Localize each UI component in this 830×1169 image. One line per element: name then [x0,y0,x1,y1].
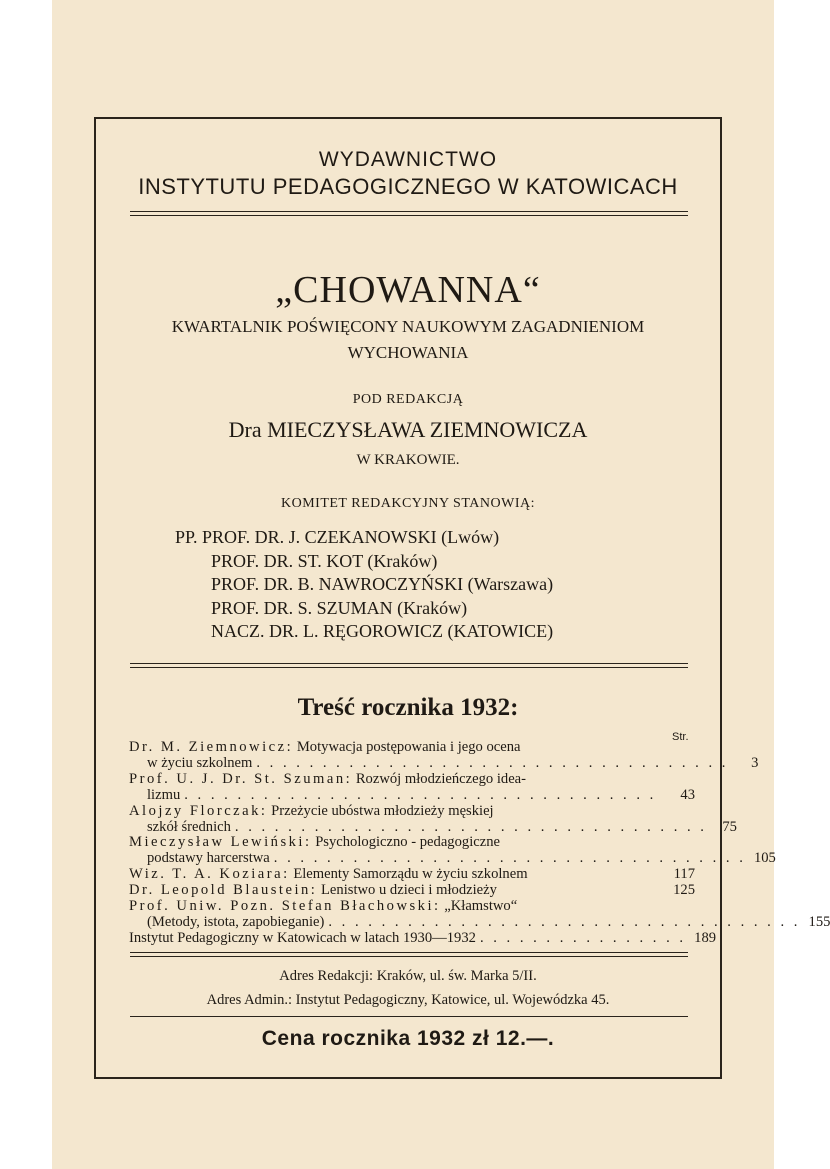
journal-subtitle-line2: WYCHOWANIA [347,343,469,362]
editor-name: Dra MIECZYSŁAWA ZIEMNOWICZA [228,417,588,442]
toc-page: 43 [680,786,695,803]
toc-line [129,899,695,915]
toc-line [129,929,717,947]
committee-member: PROF. DR. B. NAWROCZYŃSKI (Warszawa) [211,574,554,594]
toc-title-cont: w życiu szkolnem [147,754,253,771]
toc-author: Mieczysław Lewiński: [129,834,312,851]
toc-title: Rozwój młodzieńczego idea- [355,770,527,787]
toc-line [129,883,695,899]
toc-page: 155 [808,913,830,930]
journal-subtitle-line1: KWARTALNIK POŚWIĘCONY NAUKOWYM ZAGADNIENIOM [171,317,645,336]
committee-member: PP. PROF. DR. J. CZEKANOWSKI (Lwów) [175,527,500,547]
journal-title: „CHOWANNA“ [275,269,541,311]
divider-middle [130,663,688,668]
toc-line [129,804,695,820]
toc-author: Wiz. T. A. Koziara: [129,866,290,883]
toc-author: Alojzy Florczak: [129,802,268,819]
toc-leader: . . . . . . . . . . . . . . . . . . . . . . . . . . . . . . . . . . . . [256,754,729,771]
committee-label: KOMITET REDAKCYJNY STANOWIĄ: [281,496,535,511]
committee-member: NACZ. DR. L. RĘGOROWICZ (KATOWICE) [211,621,554,641]
toc-title: Elementy Samorządu w życiu szkolnem [293,866,528,883]
toc-author: Prof. U. J. Dr. St. Szuman: [129,770,353,787]
toc-line [129,867,695,883]
toc-title-cont: lizmu [147,786,181,803]
contents-title: Treść rocznika 1932: [297,694,519,721]
divider-price [130,1016,688,1017]
toc-title-cont: podstawy harcerstwa [147,850,270,867]
toc-leader: . . . . . . . . . . . . . . . . [479,929,687,946]
toc-title: Motywacja postępowania i jego ocena [296,739,521,755]
toc-title-cont: (Metody, istota, zapobieganie) [147,913,325,930]
table-of-contents [129,739,830,947]
divider-top [130,211,688,216]
price-line: Cena rocznika 1932 zł 12.—. [261,1027,555,1050]
address-editorial: Adres Redakcji: Kraków, ul. św. Marka 5/II. [279,968,537,984]
committee-list [175,526,553,644]
toc-title: Psychologiczno - pedagogiczne [315,834,500,851]
toc-line [129,754,759,772]
publisher-line1: WYDAWNICTWO [318,148,498,171]
page-margin [774,0,827,1169]
toc-line [129,788,695,804]
toc-page: 105 [753,850,776,867]
toc-line [129,740,695,756]
toc-title-cont: szkół średnich [147,818,231,835]
toc-line [129,835,695,851]
toc-author: Dr. Leopold Blaustein: [129,882,318,899]
toc-title: Przeżycie ubóstwa młodzieży męskiej [271,802,494,819]
committee-member: PROF. DR. S. SZUMAN (Kraków) [211,597,468,618]
toc-title: Instytut Pedagogiczny w Katowicach w latach 1930—1932 [129,929,476,946]
toc-author: Dr. M. Ziemnowicz: [129,739,294,755]
toc-leader: . . . . . . . . . . . . . . . . . . . . . . . . . . . . . . . . . . . . [273,850,746,867]
publisher-line2: INSTYTUTU PEDAGOGICZNEGO W KATOWICACH [138,174,678,199]
toc-page: 117 [673,866,695,883]
committee-member: PROF. DR. ST. KOT (Kraków) [211,550,438,571]
toc-leader: . . . . . . . . . . . . . . . . . . . . . . . . . . . . . . . . . . . . [234,818,707,835]
address-admin: Adres Admin.: Instytut Pedagogiczny, Katowice, ul. Wojewódzka 45. [206,992,610,1008]
toc-line [129,818,737,836]
toc-page: 125 [673,882,695,899]
toc-line [129,850,776,867]
toc-page: 189 [694,929,717,946]
toc-title: „Kłamstwo“ [444,898,518,915]
toc-leader: . . . . . . . . . . . . . . . . . . . . . . . . . . . . . . . . . . . . [328,913,801,930]
page-column-header: Str. [672,731,689,743]
divider-bottom [130,952,688,957]
toc-line [129,772,695,788]
editor-label: POD REDAKCJĄ [352,392,464,407]
toc-line [129,913,830,931]
toc-title: Lenistwo u dzieci i młodzieży [321,882,497,899]
toc-page: 75 [722,818,737,835]
toc-page: 3 [751,754,759,771]
toc-author: Prof. Uniw. Pozn. Stefan Błachowski: [129,898,441,915]
toc-leader: . . . . . . . . . . . . . . . . . . . . . . . . . . . . . . . . . . . . [184,786,657,803]
editor-city: W KRAKOWIE. [356,452,460,468]
